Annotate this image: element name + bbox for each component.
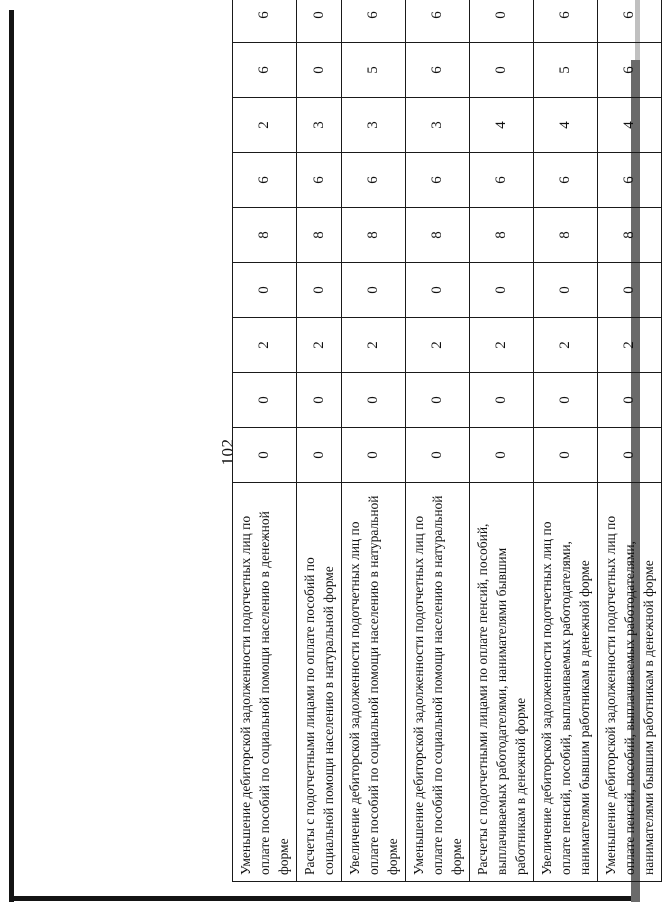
table-row — [470, 0, 534, 882]
rotated-page-content — [20, 0, 656, 912]
code-digit: 6 — [406, 43, 470, 98]
code-digit: 0 — [342, 263, 406, 318]
code-digit: 0 — [406, 428, 470, 483]
code-digit: 4 — [598, 98, 662, 153]
row-label: Расчеты с подотчетными лицами по оплате пособий по социальной помощи населению в натуральной форме — [297, 483, 342, 882]
code-digit: 4 — [470, 98, 534, 153]
row-label: Расчеты с подотчетными лицами по оплате пенсий, пособий, выплачиваемых работодателями, нанимателями бывшим работникам в денежной форме — [470, 483, 534, 882]
page-number: 102 — [218, 438, 237, 466]
code-digit: 0 — [470, 428, 534, 483]
code-digit: 2 — [534, 318, 598, 373]
code-digit: 0 — [470, 263, 534, 318]
row-label: Уменьшение дебиторской задолженности подотчетных лиц по оплате пенсий, пособий, выплачиваемых работодателями, нанимателями бывшим работникам в денежной форме — [598, 483, 662, 882]
code-digit: 6 — [534, 0, 598, 43]
code-digit: 0 — [406, 263, 470, 318]
code-digit: 8 — [598, 208, 662, 263]
code-digit: 2 — [470, 318, 534, 373]
code-digit: 6 — [233, 153, 297, 208]
code-digit: 0 — [470, 43, 534, 98]
table-row — [598, 0, 662, 882]
code-digit: 6 — [233, 43, 297, 98]
row-label: Увеличение дебиторской задолженности подотчетных лиц по оплате пенсий, пособий, выплачиваемых работодателями, нанимателями бывшим работникам в денежной форме — [534, 483, 598, 882]
code-digit: 0 — [297, 373, 342, 428]
code-digit: 0 — [598, 428, 662, 483]
code-digit: 3 — [342, 98, 406, 153]
code-digit: 0 — [297, 263, 342, 318]
code-digit: 8 — [534, 208, 598, 263]
code-digit: 8 — [297, 208, 342, 263]
code-digit: 3 — [406, 98, 470, 153]
code-digit: 0 — [233, 428, 297, 483]
code-digit: 2 — [233, 98, 297, 153]
code-digit: 0 — [233, 373, 297, 428]
code-digit: 0 — [470, 0, 534, 43]
code-digit: 8 — [233, 208, 297, 263]
account-codes-table — [232, 0, 662, 882]
code-digit: 2 — [297, 318, 342, 373]
code-digit: 6 — [534, 153, 598, 208]
table-row — [297, 0, 342, 882]
code-digit: 6 — [406, 153, 470, 208]
code-digit: 2 — [342, 318, 406, 373]
code-digit: 0 — [534, 373, 598, 428]
row-label: Уменьшение дебиторской задолженности подотчетных лиц по оплате пособий по социальной помощи населению в денежной форме — [233, 483, 297, 882]
code-digit: 6 — [342, 0, 406, 43]
code-digit: 0 — [406, 373, 470, 428]
code-digit: 0 — [470, 373, 534, 428]
code-digit: 0 — [297, 428, 342, 483]
code-digit: 6 — [342, 153, 406, 208]
code-digit: 0 — [233, 263, 297, 318]
code-digit: 3 — [297, 98, 342, 153]
row-label: Уменьшение дебиторской задолженности подотчетных лиц по оплате пособий по социальной помощи населению в натуральной форме — [406, 483, 470, 882]
code-digit: 2 — [233, 318, 297, 373]
code-digit: 6 — [297, 153, 342, 208]
row-label: Увеличение дебиторской задолженности подотчетных лиц по оплате пособий по социальной помощи населению в натуральной форме — [342, 483, 406, 882]
code-digit: 8 — [406, 208, 470, 263]
scan-edge-left — [9, 10, 14, 902]
code-digit: 0 — [297, 43, 342, 98]
code-digit: 5 — [534, 43, 598, 98]
table-row — [534, 0, 598, 882]
code-digit: 6 — [233, 0, 297, 43]
code-digit: 2 — [598, 318, 662, 373]
code-digit: 0 — [534, 263, 598, 318]
code-digit: 4 — [534, 98, 598, 153]
code-digit: 0 — [342, 373, 406, 428]
table-row — [233, 0, 297, 882]
code-digit: 0 — [534, 428, 598, 483]
code-digit: 6 — [406, 0, 470, 43]
code-digit: 6 — [598, 0, 662, 43]
code-digit: 8 — [342, 208, 406, 263]
code-digit: 6 — [598, 153, 662, 208]
code-digit: 0 — [342, 428, 406, 483]
table-row — [406, 0, 470, 882]
code-digit: 0 — [598, 373, 662, 428]
code-digit: 6 — [598, 43, 662, 98]
code-digit: 2 — [406, 318, 470, 373]
code-digit: 5 — [342, 43, 406, 98]
code-digit: 6 — [470, 153, 534, 208]
table-row — [342, 0, 406, 882]
code-digit: 0 — [598, 263, 662, 318]
code-digit: 0 — [297, 0, 342, 43]
table-body — [233, 0, 662, 882]
code-digit: 8 — [470, 208, 534, 263]
